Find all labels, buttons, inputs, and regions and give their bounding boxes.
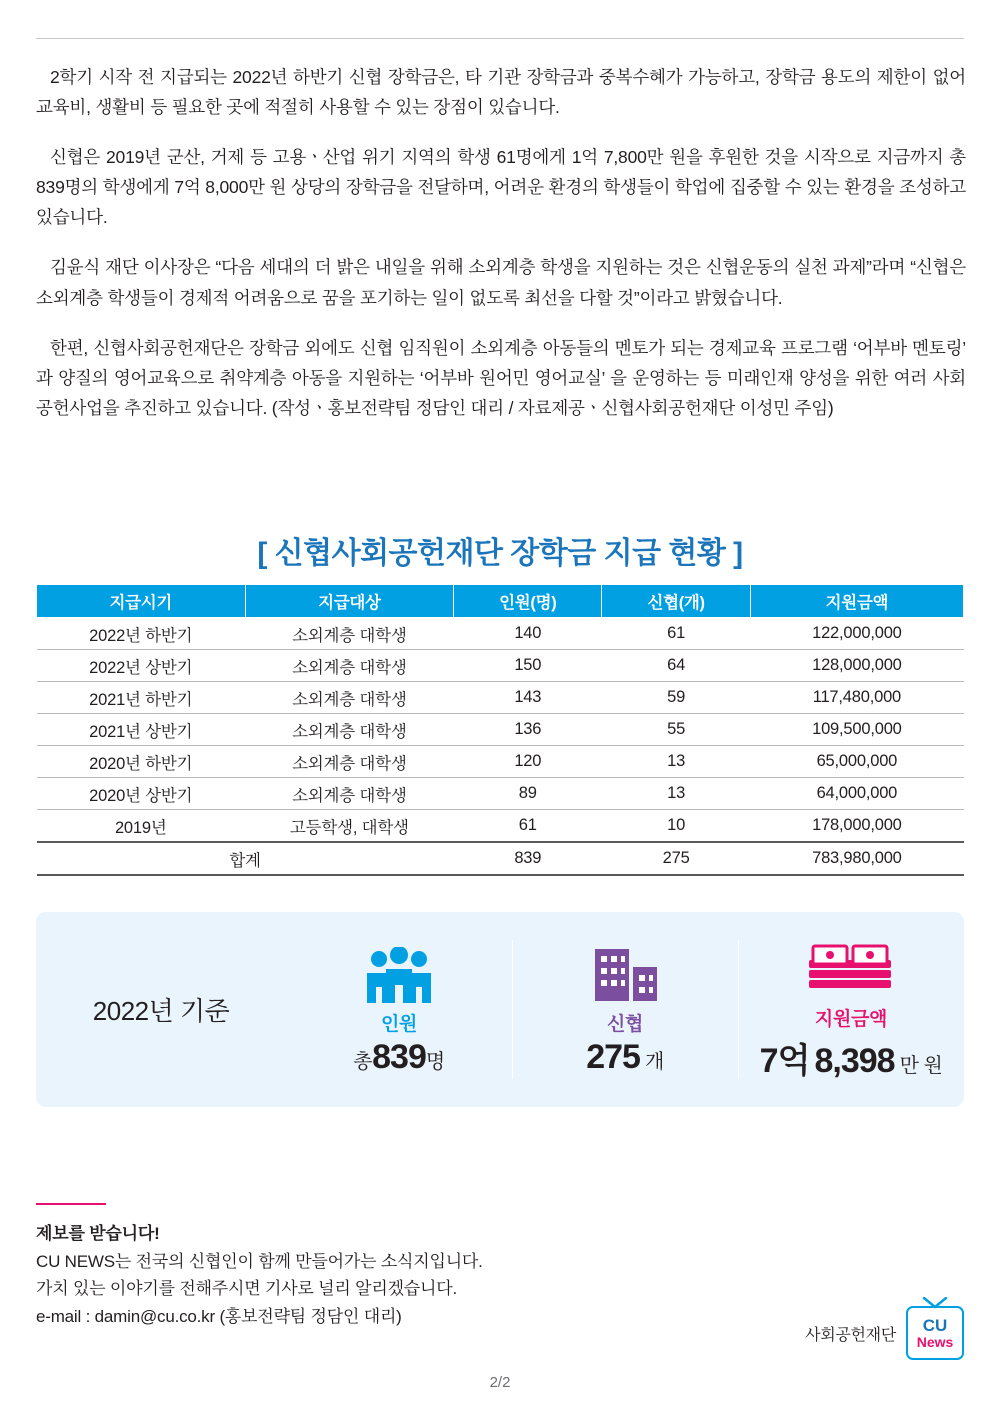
cell-people: 150 xyxy=(454,650,602,682)
footer-contact xyxy=(36,1220,736,1330)
table-header-row xyxy=(37,585,964,618)
summary-suffix-amount: 만 원 xyxy=(899,1054,943,1077)
people-icon xyxy=(363,943,435,1005)
page-number: 2/2 xyxy=(489,1374,511,1391)
paragraph: 신협은 2019년 군산, 거제 등 고용ㆍ산업 위기 지역의 학생 61명에게 1억 7,800만 원을 후원한 것을 시작으로 지금까지 총 839명의 학생에게 7억 8,000만 원 상당의 장학금을 전달하며, 어려운 환경의 학생들이 학업에 집중할 수 있는 환경을 조성하고 있습니다. xyxy=(36,147,966,228)
cell-people: 120 xyxy=(454,746,602,778)
cell-amount: 178,000,000 xyxy=(750,810,963,843)
footer-line-2: CU NEWS는 전국의 신협인이 함께 만들어가는 소식지입니다. xyxy=(36,1251,483,1271)
summary-number-coops: 275 xyxy=(586,1037,640,1076)
cell-amount: 65,000,000 xyxy=(750,746,963,778)
summary-value-amount xyxy=(760,1033,943,1082)
cell-amount: 128,000,000 xyxy=(750,650,963,682)
summary-value-coops xyxy=(586,1038,664,1077)
table-row xyxy=(37,746,964,778)
cell-coops: 55 xyxy=(602,714,750,746)
column-header-amount: 지원금액 xyxy=(750,585,963,618)
cell-coops: 64 xyxy=(602,650,750,682)
antenna-icon xyxy=(922,1297,948,1314)
cell-coops: 61 xyxy=(602,618,750,650)
cell-people: 140 xyxy=(454,618,602,650)
cell-target: 고등학생, 대학생 xyxy=(245,810,454,843)
footer-heading: 제보를 받습니다! xyxy=(36,1224,160,1243)
cell-period: 2020년 상반기 xyxy=(37,778,246,810)
summary-item-coops xyxy=(512,932,738,1087)
summary-suffix-people: 명 xyxy=(425,1050,445,1073)
cell-target: 소외계층 대학생 xyxy=(245,714,454,746)
cell-total-coops: 275 xyxy=(602,842,750,875)
table-row xyxy=(37,714,964,746)
cell-coops: 13 xyxy=(602,778,750,810)
footer-line-3: 가치 있는 이야기를 전해주시면 기사로 널리 알리겠습니다. xyxy=(36,1279,457,1299)
cell-coops: 10 xyxy=(602,810,750,843)
summary-category-coops: 신협 xyxy=(606,1013,644,1035)
column-header-people: 인원(명) xyxy=(454,585,602,618)
footer-logo xyxy=(805,1306,964,1360)
cell-total-people: 839 xyxy=(454,842,602,875)
summary-item-amount xyxy=(738,932,964,1087)
summary-item-people xyxy=(286,932,512,1087)
article-body xyxy=(36,62,966,443)
scholarship-table xyxy=(36,584,964,876)
cell-target: 소외계층 대학생 xyxy=(245,682,454,714)
summary-year-label: 2022년 기준 xyxy=(92,996,230,1026)
table-row xyxy=(37,650,964,682)
cell-coops: 59 xyxy=(602,682,750,714)
cell-target: 소외계층 대학생 xyxy=(245,746,454,778)
table-row xyxy=(37,618,964,650)
cell-period: 2021년 상반기 xyxy=(37,714,246,746)
cell-target: 소외계층 대학생 xyxy=(245,650,454,682)
cell-amount: 122,000,000 xyxy=(750,618,963,650)
cell-period: 2022년 하반기 xyxy=(37,618,246,650)
cell-people: 136 xyxy=(454,714,602,746)
cell-people: 89 xyxy=(454,778,602,810)
cell-period: 2022년 상반기 xyxy=(37,650,246,682)
cell-coops: 13 xyxy=(602,746,750,778)
column-header-target: 지급대상 xyxy=(245,585,454,618)
cell-people: 61 xyxy=(454,810,602,843)
summary-panel xyxy=(36,912,964,1107)
summary-prefix-amount: 7억 xyxy=(759,1041,810,1080)
cell-target: 소외계층 대학생 xyxy=(245,618,454,650)
summary-value-people xyxy=(353,1038,444,1077)
paragraph: 2학기 시작 전 지급되는 2022년 하반기 신협 장학금은, 타 기관 장학금과 중복수혜가 가능하고, 장학금 용도의 제한이 없어 교육비, 생활비 등 필요한 곳에 적절히 사용할 수 있는 장점이 있습니다. xyxy=(36,67,966,118)
cell-amount: 109,500,000 xyxy=(750,714,963,746)
summary-number-amount: 8,398 xyxy=(814,1041,895,1080)
paragraph: 한편, 신협사회공헌재단은 장학금 외에도 신협 임직원이 소외계층 아동들의 멘토가 되는 경제교육 프로그램 ‘어부바 멘토링’ 과 양질의 영어교육으로 취약계층 아동을 지원하는 ‘어부바 원어민 영어교실’ 을 운영하는 등 미래인재 양성을 위한 여러 사회공헌사업을 추진하고 있습니다. (작성ㆍ홍보전략팀 정담인 대리 / 자료제공ㆍ신협사회공헌재단 이성민 주임) xyxy=(36,337,966,418)
column-header-period: 지급시기 xyxy=(37,585,246,618)
cell-total-label: 합계 xyxy=(37,842,454,875)
summary-category-amount: 지원금액 xyxy=(814,1008,888,1030)
summary-prefix-people: 총 xyxy=(353,1050,373,1073)
cell-amount: 117,480,000 xyxy=(750,682,963,714)
table-row xyxy=(37,682,964,714)
cell-people: 143 xyxy=(454,682,602,714)
footer-org-name: 사회공헌재단 xyxy=(805,1326,896,1344)
footer-divider xyxy=(36,1203,106,1205)
cu-news-logo xyxy=(906,1306,964,1360)
cell-period: 2021년 하반기 xyxy=(37,682,246,714)
section-title: [ 신협사회공헌재단 장학금 지급 현황 ] xyxy=(257,537,743,570)
cell-target: 소외계층 대학생 xyxy=(245,778,454,810)
cell-period: 2020년 하반기 xyxy=(37,746,246,778)
cu-text: CU xyxy=(922,1315,948,1335)
summary-suffix-coops: 개 xyxy=(644,1050,664,1073)
building-icon xyxy=(587,943,663,1005)
cell-period: 2019년 xyxy=(37,810,246,843)
cell-amount: 64,000,000 xyxy=(750,778,963,810)
table-total-row xyxy=(37,842,964,875)
paragraph: 김윤식 재단 이사장은 “다음 세대의 더 밝은 내일을 위해 소외계층 학생을 지원하는 것은 신협운동의 실천 과제”라며 “신협은 소외계층 학생들이 경제적 어려움으로 꿈을 포기하는 일이 없도록 최선을 다할 것”이라고 밝혔습니다. xyxy=(36,257,966,308)
news-text: News xyxy=(916,1333,954,1350)
table-row xyxy=(37,778,964,810)
summary-number-people: 839 xyxy=(372,1037,426,1076)
header-divider xyxy=(36,38,964,39)
column-header-coops: 신협(개) xyxy=(602,585,750,618)
footer-email-line: e-mail : damin@cu.co.kr (홍보전략팀 정담인 대리) xyxy=(36,1306,402,1326)
cell-total-amount: 783,980,000 xyxy=(750,842,963,875)
table-row xyxy=(37,810,964,843)
money-icon xyxy=(803,938,899,1000)
summary-category-people: 인원 xyxy=(380,1013,418,1035)
